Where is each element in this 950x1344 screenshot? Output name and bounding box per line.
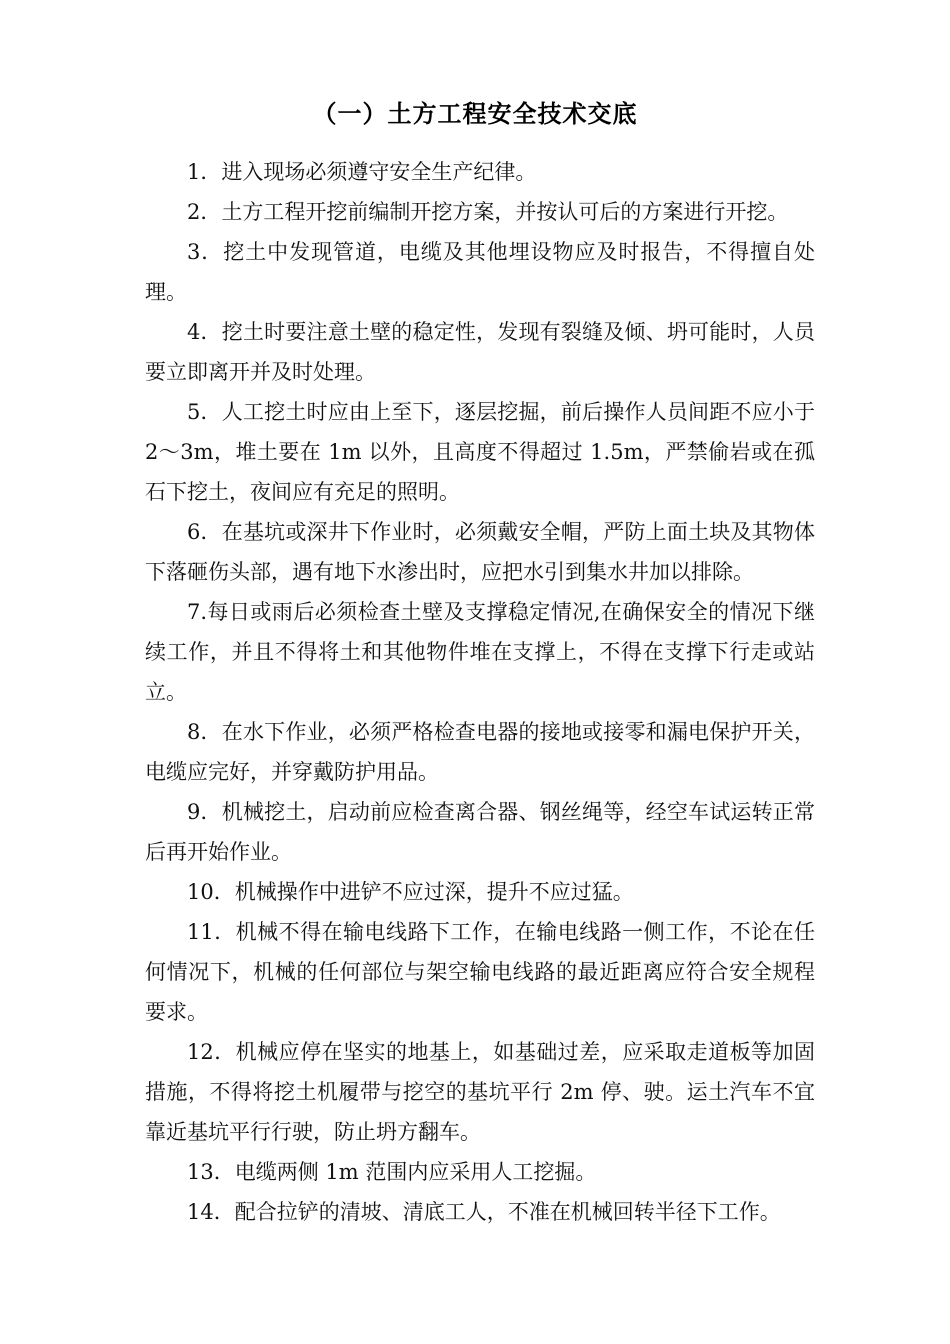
paragraph-14: 14．配合拉铲的清坡、清底工人，不准在机械回转半径下工作。 bbox=[187, 1200, 781, 1224]
paragraph-12: 12．机械应停在坚实的地基上，如基础过差，应采取走道板等加固措施，不得将挖土机履带与挖空的基坑平行 2m 停、驶。运土汽车不宜靠近基坑平行行驶，防止坍方翻车。 bbox=[145, 1040, 815, 1144]
paragraph-5: 5．人工挖土时应由上至下，逐层挖掘，前后操作人员间距不应小于 2～3m，堆土要在 1m 以外，且高度不得超过 1.5m，严禁偷岩或在孤石下挖土，夜间应有充足的照明。 bbox=[145, 400, 815, 504]
paragraph-6: 6．在基坑或深井下作业时，必须戴安全帽，严防上面土块及其物体下落砸伤头部，遇有地下水渗出时，应把水引到集水井加以排除。 bbox=[145, 520, 815, 584]
paragraph-13: 13．电缆两侧 1m 范围内应采用人工挖掘。 bbox=[187, 1160, 597, 1184]
paragraph-7: 7.每日或雨后必须检查土壁及支撑稳定情况,在确保安全的情况下继续工作，并且不得将土和其他物件堆在支撑上，不得在支撑下行走或站立。 bbox=[145, 600, 815, 704]
paragraph-9: 9．机械挖土，启动前应检查离合器、钢丝绳等，经空车试运转正常后再开始作业。 bbox=[145, 800, 815, 864]
paragraph-4: 4．挖土时要注意土壁的稳定性，发现有裂缝及倾、坍可能时，人员要立即离开并及时处理。 bbox=[145, 320, 815, 384]
paragraph-11: 11．机械不得在输电线路下工作，在输电线路一侧工作，不论在任何情况下，机械的任何部位与架空输电线路的最近距离应符合安全规程要求。 bbox=[145, 920, 815, 1024]
paragraph-3: 3．挖土中发现管道，电缆及其他埋设物应及时报告，不得擅自处理。 bbox=[145, 240, 815, 304]
document-body bbox=[145, 152, 815, 1232]
paragraph-10: 10．机械操作中进铲不应过深，提升不应过猛。 bbox=[187, 880, 634, 904]
paragraph-1: 1．进入现场必须遵守安全生产纪律。 bbox=[187, 160, 537, 184]
document-title: （一）土方工程安全技术交底 bbox=[312, 100, 638, 128]
paragraph-2: 2．土方工程开挖前编制开挖方案，并按认可后的方案进行开挖。 bbox=[187, 200, 789, 224]
paragraph-8: 8．在水下作业，必须严格检查电器的接地或接零和漏电保护开关，电缆应完好，并穿戴防护用品。 bbox=[145, 720, 815, 784]
